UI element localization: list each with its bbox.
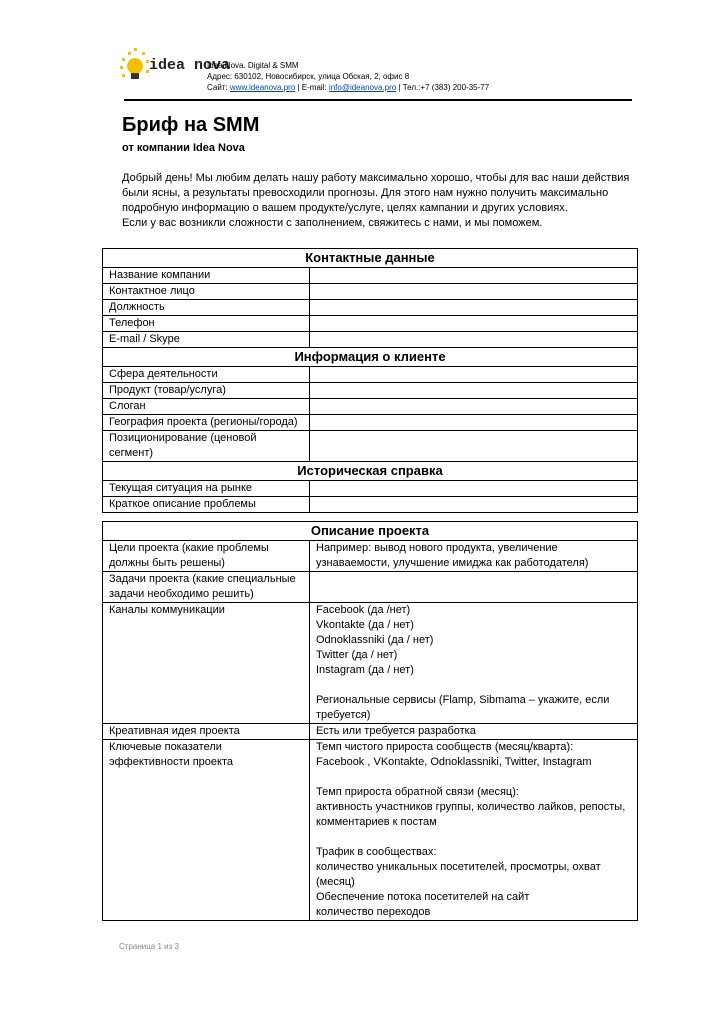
table-row <box>103 541 638 572</box>
field-value[interactable] <box>310 431 638 462</box>
table-row <box>103 572 638 603</box>
field-label: Цели проекта (какие проблемы должны быть решены) <box>103 541 310 572</box>
field-value[interactable] <box>310 300 638 316</box>
field-label: Телефон <box>103 316 310 332</box>
field-value[interactable] <box>310 497 638 513</box>
field-label: Слоган <box>103 399 310 415</box>
section-history-title: Историческая справка <box>103 462 638 481</box>
page-subtitle: от компании Idea Nova <box>122 142 245 154</box>
section-project-title: Описание проекта <box>103 522 638 541</box>
table-row <box>103 481 638 497</box>
field-label: Контактное лицо <box>103 284 310 300</box>
table-row <box>103 332 638 348</box>
field-value[interactable] <box>310 383 638 399</box>
table-row <box>103 367 638 383</box>
field-label: Продукт (товар/услуга) <box>103 383 310 399</box>
field-value[interactable] <box>310 316 638 332</box>
page-title: Бриф на SMM <box>122 114 260 136</box>
field-label: Задачи проекта (какие специальные задачи необходимо решить) <box>103 572 310 603</box>
section-client-title: Информация о клиенте <box>103 348 638 367</box>
field-value[interactable]: Темп чистого прироста сообществ (месяц/кварта): Facebook , VKontakte, Odnoklassniki, Twitter, Instagram Темп прироста обратной связи (месяц): активность участников группы, количество лайков, репосты, комментариев к постам Трафик в сообществах: количество уникальных посетителей, просмотры, охват (месяц) Обеспечение потока посетителей на сайт количество переходов <box>310 740 638 921</box>
field-value[interactable]: Facebook (да /нет) Vkontakte (да / нет) Odnoklassniki (да / нет) Twitter (да / нет) Instagram (да / нет) Региональные сервисы (Flamp, Sibmama – укажите, если требуется) <box>310 603 638 724</box>
field-value[interactable] <box>310 268 638 284</box>
field-label: E-mail / Skype <box>103 332 310 348</box>
table-row <box>103 415 638 431</box>
table-row <box>103 724 638 740</box>
email-link[interactable]: info@ideanova.pro <box>328 83 397 92</box>
table-row <box>103 300 638 316</box>
table-row <box>103 740 638 921</box>
field-label: Краткое описание проблемы <box>103 497 310 513</box>
table-row <box>103 268 638 284</box>
company-contacts: Сайт: www.ideanova.pro | E-mail: info@ideanova.pro | Тел.:+7 (383) 200-35-77 <box>207 83 490 92</box>
field-value[interactable] <box>310 481 638 497</box>
field-label: Сфера деятельности <box>103 367 310 383</box>
header-divider <box>124 99 632 101</box>
field-value[interactable] <box>310 367 638 383</box>
table-row <box>103 603 638 724</box>
logo-text: idea nova <box>149 57 231 74</box>
company-info <box>207 60 489 93</box>
field-label: Название компании <box>103 268 310 284</box>
project-description-table <box>102 521 638 921</box>
field-value[interactable] <box>310 284 638 300</box>
section-contacts-title: Контактные данные <box>103 249 638 268</box>
lightbulb-icon <box>118 46 231 94</box>
field-value[interactable]: Есть или требуется разработка <box>310 724 638 740</box>
table-row <box>103 431 638 462</box>
table-row <box>103 383 638 399</box>
table-row <box>103 399 638 415</box>
field-label: Ключевые показатели эффективности проекта <box>103 740 310 921</box>
company-name: Idea Nova. Digital & SMM <box>207 61 299 70</box>
field-value[interactable] <box>310 572 638 603</box>
company-address: Адрес: 630102, Новосибирск, улица Обская, 2, офис 8 <box>207 72 410 81</box>
field-label: Каналы коммуникации <box>103 603 310 724</box>
field-label: Текущая ситуация на рынке <box>103 481 310 497</box>
table-row <box>103 284 638 300</box>
field-value[interactable]: Например: вывод нового продукта, увеличение узнаваемости, улучшение имиджа как работодателя) <box>310 541 638 572</box>
field-label: География проекта (регионы/города) <box>103 415 310 431</box>
table-row <box>103 497 638 513</box>
company-logo <box>118 46 231 94</box>
field-label: Креативная идея проекта <box>103 724 310 740</box>
site-link[interactable]: www.ideanova.pro <box>229 83 296 92</box>
table-row <box>103 316 638 332</box>
field-value[interactable] <box>310 415 638 431</box>
intro-text: Добрый день! Мы любим делать нашу работу максимально хорошо, чтобы для вас наши действия были ясны, а результаты превосходили прогнозы. Для этого нам нужно получить максимально подробную информацию о вашем продукте/услуге, целях кампании и других условиях. Если у вас возникли сложности с заполнением, свяжитесь с нами, и мы поможем. <box>122 172 630 229</box>
page-number: Страница 1 из 3 <box>119 942 179 951</box>
field-label: Должность <box>103 300 310 316</box>
client-info-table <box>102 248 638 513</box>
field-value[interactable] <box>310 332 638 348</box>
field-value[interactable] <box>310 399 638 415</box>
field-label: Позиционирование (ценовой сегмент) <box>103 431 310 462</box>
